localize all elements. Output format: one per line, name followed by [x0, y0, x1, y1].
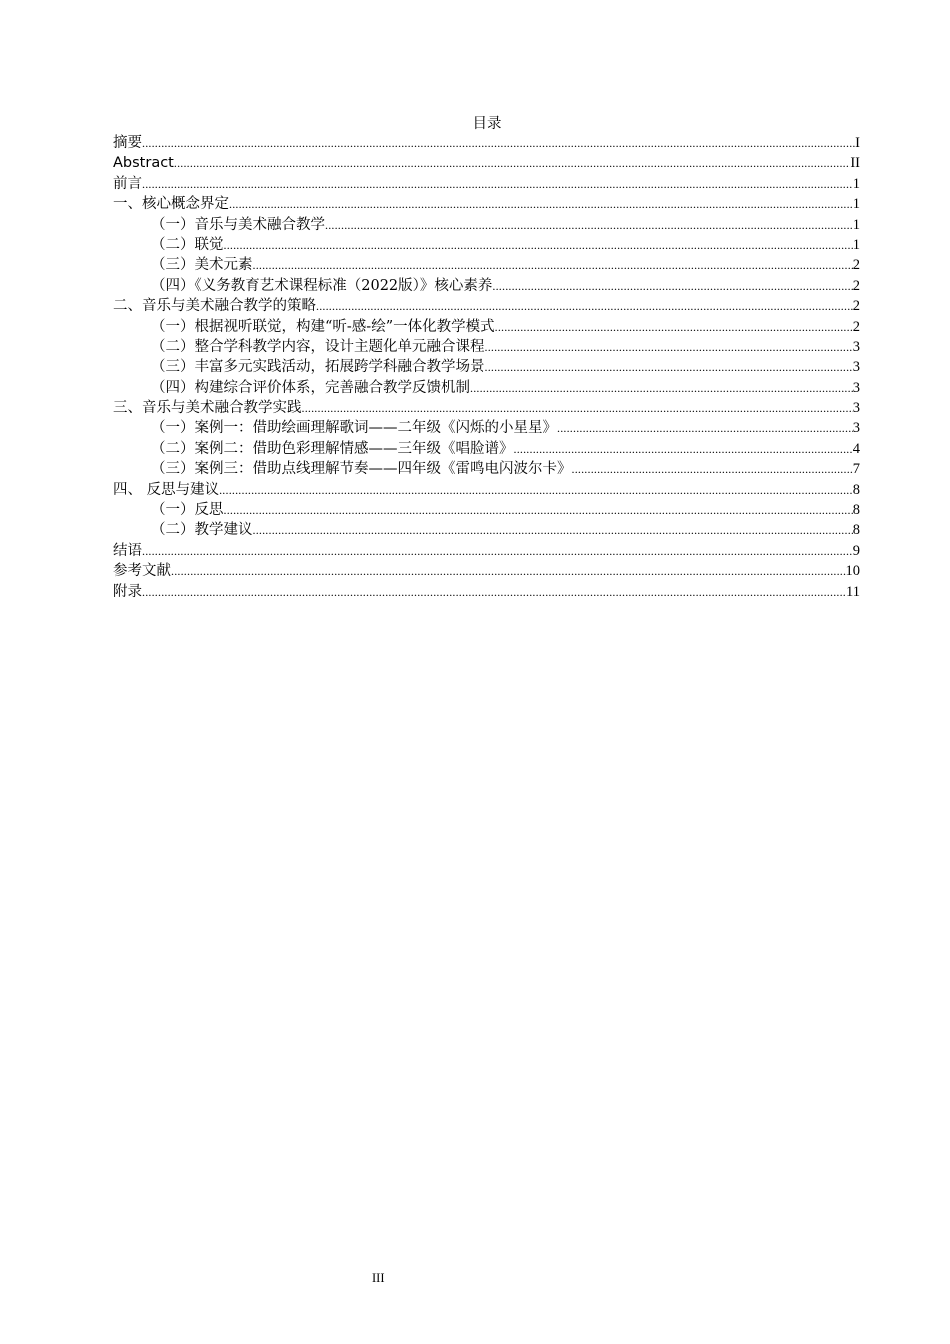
toc-leader-dots	[142, 133, 855, 153]
toc-entry-label: （二）案例二：借助色彩理解情感——三年级《唱脸谱》	[151, 440, 514, 457]
toc-entry-page: 8	[852, 502, 860, 519]
toc-entry[interactable]	[113, 418, 860, 438]
toc-leader-dots	[572, 459, 853, 479]
toc-entry[interactable]	[113, 317, 860, 337]
toc-entry-label: 一、核心概念界定	[113, 196, 229, 213]
toc-leader-dots	[514, 439, 853, 459]
toc-leader-dots	[224, 500, 853, 520]
toc-leader-dots	[492, 276, 852, 296]
toc-entry-label: （三）美术元素	[151, 257, 253, 274]
toc-entry[interactable]	[113, 215, 860, 235]
toc-entry[interactable]	[113, 235, 860, 255]
toc-entry-label: 摘要	[113, 135, 142, 151]
toc-entry-page: 1	[852, 196, 860, 213]
toc-entry-label: （二）教学建议	[151, 522, 253, 539]
toc-entry[interactable]	[113, 582, 860, 602]
toc-entry[interactable]	[113, 296, 860, 316]
toc-entry-page: 3	[852, 400, 860, 417]
toc-entry[interactable]	[113, 541, 860, 561]
toc-entry-label: （四）构建综合评价体系，完善融合教学反馈机制	[151, 379, 470, 396]
toc-leader-dots	[485, 337, 853, 357]
toc-leader-dots	[470, 378, 853, 398]
toc-entry[interactable]	[113, 133, 860, 153]
toc-entry[interactable]	[113, 153, 860, 173]
toc-entry-page: 1	[852, 175, 860, 192]
toc-entry-page: II	[850, 155, 860, 172]
toc-entry-page: 2	[852, 257, 860, 274]
toc-entry-page: 11	[846, 583, 860, 600]
toc-entry-label: 三、音乐与美术融合教学实践	[113, 400, 302, 417]
toc-entry-label: （三）案例三：借助点线理解节奏——四年级《雷鸣电闪波尔卡》	[151, 461, 572, 478]
toc-entry[interactable]	[113, 276, 860, 296]
toc-entry[interactable]	[113, 378, 860, 398]
toc-entry-label: 参考文献	[113, 563, 171, 580]
toc-leader-dots	[495, 317, 853, 337]
toc-entry[interactable]	[113, 174, 860, 194]
toc-leader-dots	[325, 215, 853, 235]
toc-entry[interactable]	[113, 459, 860, 479]
toc-entry-page: 8	[852, 481, 860, 498]
toc-leader-dots	[142, 541, 853, 561]
toc-leader-dots	[302, 398, 853, 418]
toc-entry-page: 2	[852, 277, 860, 294]
toc-entry-page: 1	[852, 216, 860, 233]
page-number-footer: III	[372, 1271, 385, 1285]
toc-leader-dots	[316, 296, 853, 316]
toc-leader-dots	[253, 255, 853, 275]
toc-entry-page: I	[855, 135, 860, 151]
toc-entry[interactable]	[113, 337, 860, 357]
toc-entry-page: 2	[852, 318, 860, 335]
toc-leader-dots	[557, 418, 853, 438]
toc-leader-dots	[485, 357, 853, 377]
toc-entry[interactable]	[113, 398, 860, 418]
toc-entry-label: （四）《义务教育艺术课程标准（2022版）》核心素养	[151, 277, 493, 294]
toc-entry-page: 3	[852, 338, 860, 355]
toc-entry-page: 9	[852, 542, 860, 559]
toc-leader-dots	[224, 235, 853, 255]
toc-entry-page: 3	[852, 420, 860, 437]
toc-entry[interactable]	[113, 561, 860, 581]
toc-leader-dots	[171, 561, 846, 581]
toc-entry[interactable]	[113, 255, 860, 275]
toc-entry[interactable]	[113, 194, 860, 214]
toc-entry-page: 1	[852, 236, 860, 253]
toc-entry-label: （三）丰富多元实践活动，拓展跨学科融合教学场景	[151, 359, 485, 376]
toc-entry[interactable]	[113, 500, 860, 520]
toc-leader-dots	[174, 153, 850, 173]
toc-entry[interactable]	[113, 357, 860, 377]
toc-entry-label: Abstract	[113, 155, 174, 172]
toc-entry-label: （一）案例一：借助绘画理解歌词——二年级《闪烁的小星星》	[151, 420, 557, 437]
toc-entry-page: 7	[852, 461, 860, 478]
toc-leader-dots	[253, 520, 853, 540]
toc-entry[interactable]	[113, 520, 860, 540]
toc-entry-label: 二、音乐与美术融合教学的策略	[113, 298, 316, 315]
toc-entry-page: 4	[852, 440, 860, 457]
toc-leader-dots	[219, 480, 853, 500]
toc-leader-dots	[142, 582, 846, 602]
toc-entry-page: 3	[852, 379, 860, 396]
toc-entry-label: （一）反思	[151, 502, 224, 519]
toc-entry-label: 前言	[113, 175, 142, 192]
page-title: 目录	[472, 116, 502, 132]
table-of-contents	[113, 133, 860, 602]
toc-leader-dots	[142, 174, 853, 194]
toc-entry-page: 2	[852, 298, 860, 315]
toc-entry-label: 结语	[113, 542, 142, 559]
toc-entry-page: 10	[845, 563, 860, 580]
toc-entry-label: （一）音乐与美术融合教学	[151, 216, 325, 233]
toc-entry-label: （一）根据视听联觉，构建“听-感-绘”一体化教学模式	[151, 318, 495, 335]
toc-entry-label: 四、 反思与建议	[113, 481, 220, 498]
toc-entry[interactable]	[113, 439, 860, 459]
toc-entry-page: 3	[852, 359, 860, 376]
toc-entry-page: 8	[852, 522, 860, 539]
toc-entry[interactable]	[113, 480, 860, 500]
toc-entry-label: 附录	[113, 583, 142, 600]
toc-entry-label: （二）整合学科教学内容，设计主题化单元融合课程	[151, 338, 485, 355]
toc-leader-dots	[229, 194, 853, 214]
toc-entry-label: （二）联觉	[151, 236, 224, 253]
